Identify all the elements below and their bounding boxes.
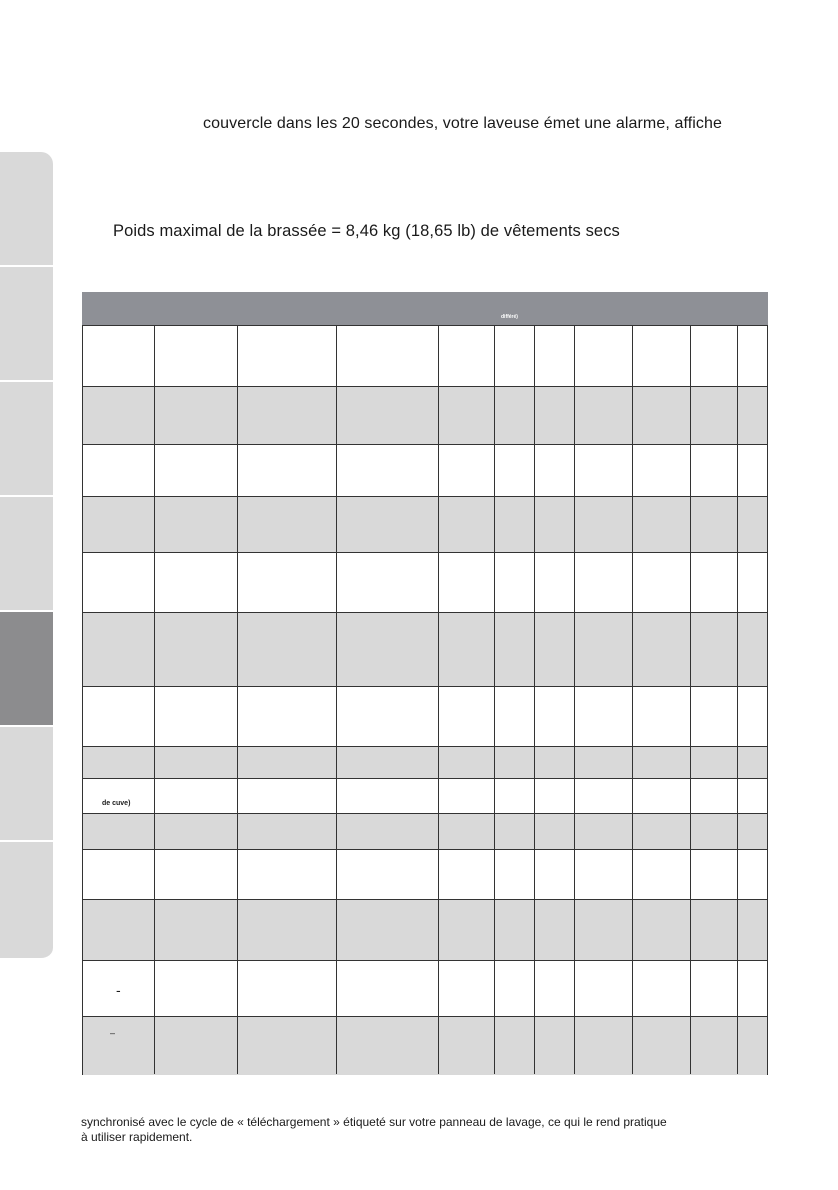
- chapter-tab-3[interactable]: [0, 382, 53, 497]
- footer-line-2: à utiliser rapidement.: [81, 1130, 193, 1144]
- chapter-tab-6[interactable]: [0, 727, 53, 842]
- table-row: [83, 325, 767, 386]
- table-row: [83, 686, 767, 746]
- max-load-text: Poids maximal de la brassée = 8,46 kg (18,65 lb) de vêtements secs: [113, 222, 620, 240]
- chapter-tab-4[interactable]: [0, 497, 53, 612]
- chapter-tab-2[interactable]: [0, 267, 53, 382]
- table-row: [83, 778, 767, 813]
- chapter-tabs: [0, 152, 54, 958]
- column-divider: [438, 325, 439, 1074]
- chapter-tab-1[interactable]: [0, 152, 53, 267]
- column-divider: [574, 325, 575, 1074]
- table-row: [83, 746, 767, 778]
- header-fragment: différé): [501, 314, 518, 320]
- column-divider: [494, 325, 495, 1074]
- table-header: [82, 292, 768, 325]
- footer-line-1: synchronisé avec le cycle de « téléchargement » étiqueté sur votre panneau de lavage, ce qui le rend pratique: [81, 1115, 667, 1129]
- cycle-table: [82, 292, 768, 1075]
- column-divider: [154, 325, 155, 1074]
- dash-mark: -: [116, 982, 121, 998]
- column-divider: [336, 325, 337, 1074]
- chapter-tab-7[interactable]: [0, 842, 53, 960]
- table-row: [83, 444, 767, 496]
- row-label-fragment: de cuve): [102, 800, 131, 807]
- table-row: [83, 552, 767, 612]
- table-row: [83, 612, 767, 686]
- table-row: [83, 1016, 767, 1075]
- chapter-tab-5-active[interactable]: [0, 612, 53, 727]
- table-row: [83, 813, 767, 849]
- column-divider: [534, 325, 535, 1074]
- table-row: [83, 386, 767, 444]
- dash-mark: –: [110, 1028, 116, 1038]
- footer-text: [81, 1115, 781, 1145]
- table-row: [83, 496, 767, 552]
- column-divider: [237, 325, 238, 1074]
- table-row: [83, 899, 767, 960]
- table-row: [83, 849, 767, 899]
- column-divider: [632, 325, 633, 1074]
- table-row: [83, 960, 767, 1016]
- column-divider: [690, 325, 691, 1074]
- body-text-line-1: couvercle dans les 20 secondes, votre laveuse émet une alarme, affiche: [203, 115, 722, 132]
- column-divider: [737, 325, 738, 1074]
